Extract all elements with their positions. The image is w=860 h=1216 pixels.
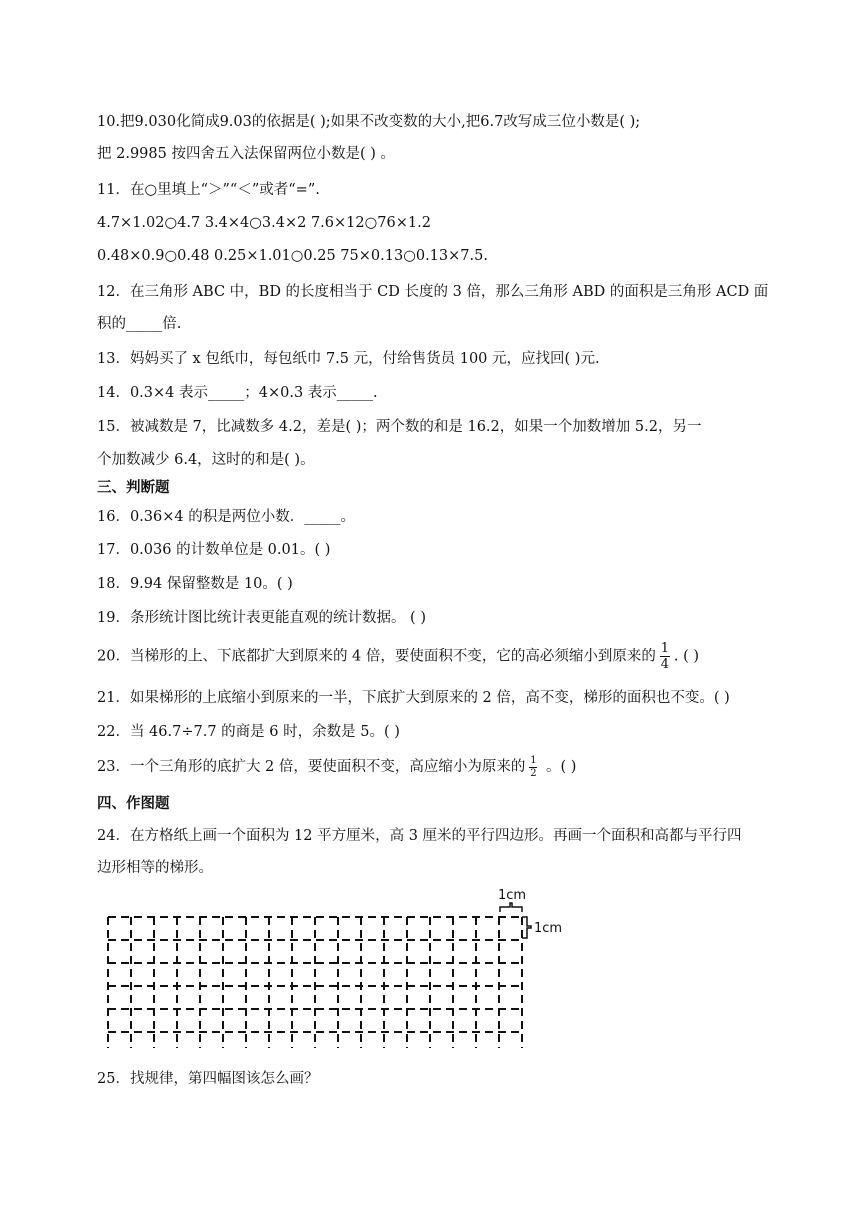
q20-fraction-denominator: 4 (660, 657, 670, 672)
q11-line3: 0.48×0.9○0.48 0.25×1.01○0.25 75×0.13○0.13×7.5. (97, 248, 488, 264)
q20 (97, 642, 699, 670)
q19: 19．条形统计图比统计表更能直观的统计数据。 ( ) (97, 610, 426, 626)
width-brace-icon (500, 903, 522, 912)
grid-label-top: 1cm (498, 888, 527, 903)
q13: 13．妈妈买了 x 包纸巾，每包纸巾 7.5 元，付给售货员 100 元，应找回( )元. (97, 351, 600, 367)
q11-line2: 4.7×1.02○4.7 3.4×4○3.4×2 7.6×12○76×1.2 (97, 215, 431, 231)
q15-line2: 个加数减少 6.4，这时的和是( )。 (97, 452, 315, 468)
q25: 25．找规律，第四幅图该怎么画？ (97, 1071, 319, 1087)
q11-line1: 11．在○里填上“＞”“＜”或者“=”. (97, 182, 320, 198)
q20-text: 20．当梯形的上、下底都扩大到原来的 4 倍，要使面积不变，它的高必须缩小到原来的 (97, 648, 656, 665)
q20-fraction-numerator: 1 (660, 641, 670, 656)
q24-line1: 24．在方格纸上画一个面积为 12 平方厘米，高 3 厘米的平行四边形。再画一个面积和高都与平行四 (97, 828, 742, 844)
grid-label-right: 1cm (534, 921, 563, 936)
q23 (97, 753, 576, 781)
q14: 14．0.3×4 表示_____；4×0.3 表示_____. (97, 385, 378, 401)
section-3-heading: 三、判断题 (97, 480, 170, 496)
q10-line2: 把 2.9985 按四舍五入法保留两位小数是( ) 。 (97, 146, 395, 162)
q15-line1: 15．被减数是 7，比减数多 4.2，差是( )；两个数的和是 16.2，如果一个加数增加 5.2，另一 (97, 419, 702, 435)
q20-fraction (660, 642, 670, 671)
height-brace-icon (522, 917, 531, 938)
q24-line2: 边形相等的梯形。 (97, 860, 213, 876)
q23-text: 23．一个三角形的底扩大 2 倍，要使面积不变，高应缩小为原来的 (97, 759, 526, 775)
q23-text-end: 。( ) (541, 759, 577, 775)
q12-line1: 12．在三角形 ABC 中，BD 的长度相当于 CD 长度的 3 倍，那么三角形 ABD 的面积是三角形 ACD 面 (97, 284, 769, 300)
q17: 17．0.036 的计数单位是 0.01。( ) (97, 542, 331, 558)
grid-paper-figure (100, 888, 580, 1048)
q16: 16．0.36×4 的积是两位小数．_____。 (97, 509, 355, 525)
q10-line1: 10.把9.030化简成9.03的依据是( );如果不改变数的大小,把6.7改写成三位小数是( ); (97, 114, 641, 130)
q21: 21．如果梯形的上底缩小到原来的一半，下底扩大到原来的 2 倍，高不变，梯形的面积也不变。( ) (97, 690, 730, 706)
q12-line2: 积的_____倍. (97, 316, 182, 332)
q23-fraction-numerator: 1 (530, 754, 537, 766)
q23-fraction (529, 756, 537, 779)
q18: 18．9.94 保留整数是 10。( ) (97, 576, 293, 592)
q22: 22．当 46.7÷7.7 的商是 6 时，余数是 5。( ) (97, 724, 400, 740)
q20-text-end: . ( ) (673, 648, 700, 665)
section-4-heading: 四、作图题 (97, 796, 170, 812)
q23-fraction-denominator: 2 (530, 767, 537, 779)
